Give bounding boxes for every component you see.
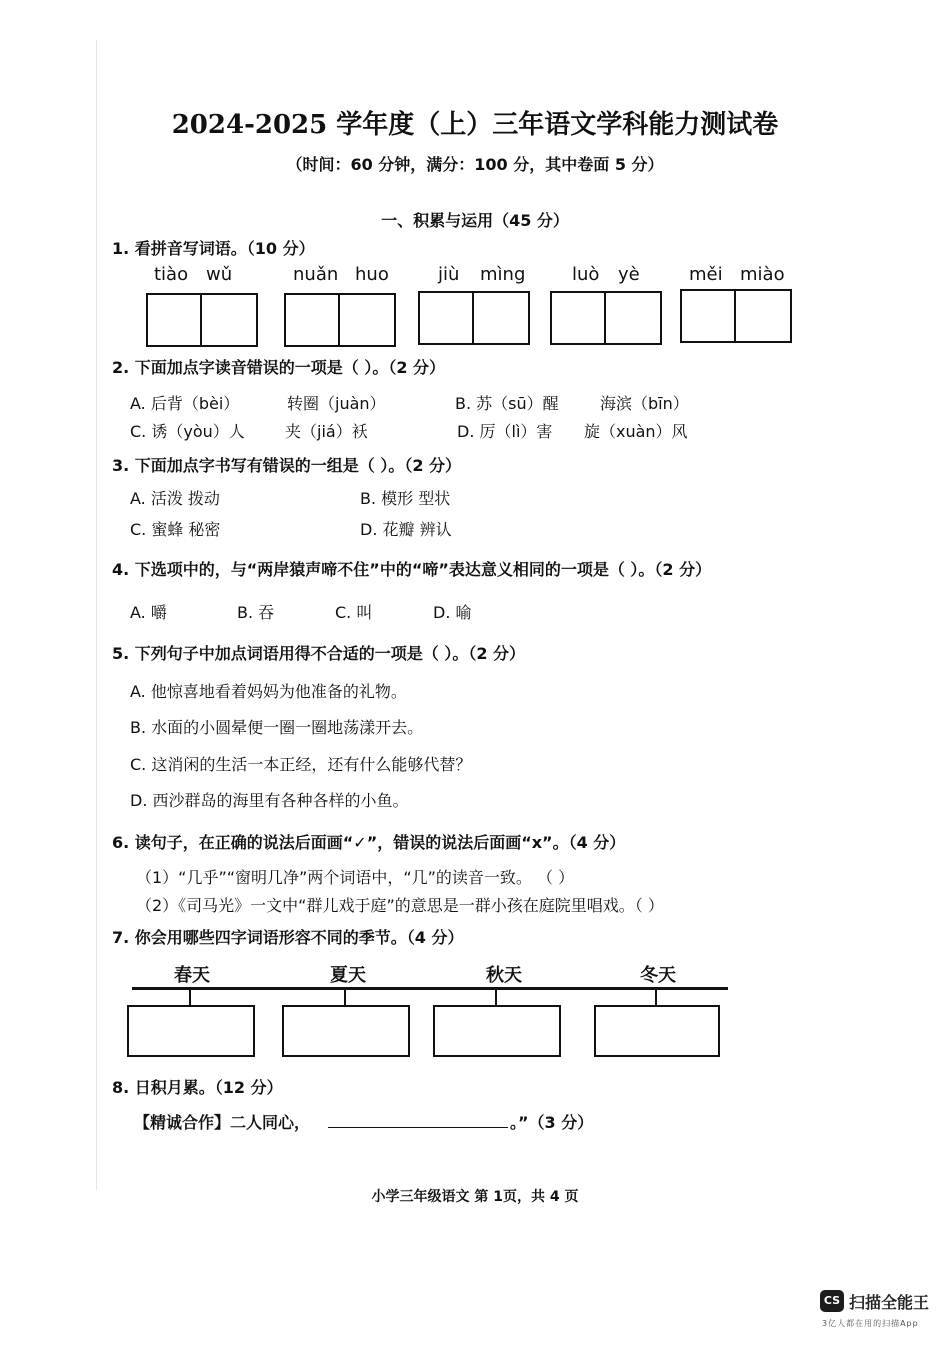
question-2: 2. 下面加点字读音错误的一项是（ ）。（2 分）	[112, 358, 446, 377]
season-timeline	[132, 987, 728, 990]
pinyin-5a: měi	[689, 264, 723, 285]
q2-option-c1: C. 诱（yòu）人	[130, 422, 245, 441]
answer-box-4[interactable]	[550, 291, 662, 345]
pinyin-1b: wǔ	[206, 264, 233, 285]
section-heading: 一、积累与运用（45 分）	[381, 211, 569, 230]
pinyin-1a: tiào	[154, 264, 189, 285]
pinyin-5b: miào	[740, 264, 785, 285]
q4-option-d: D. 喻	[433, 603, 472, 622]
q5-option-a: A. 他惊喜地看着妈妈为他准备的礼物。	[130, 682, 407, 701]
season-autumn: 秋天	[486, 965, 522, 986]
q5-option-b: B. 水面的小圆晕便一圈一圈地荡漾开去。	[130, 718, 424, 737]
q4-option-a: A. 嚼	[130, 603, 167, 622]
question-5: 5. 下列句子中加点词语用得不合适的一项是（ ）。（2 分）	[112, 644, 526, 663]
q5-option-d: D. 西沙群岛的海里有各种各样的小鱼。	[130, 791, 409, 810]
q2-option-d1: D. 厉（lì）害	[457, 422, 553, 441]
q3-option-b: B. 模形 型状	[360, 489, 451, 508]
exam-title: 2024-2025 学年度（上）三年语文学科能力测试卷	[171, 110, 779, 140]
watermark-tagline: 3亿人都在用的扫描App	[822, 1319, 919, 1328]
season-box-spring[interactable]	[127, 1005, 255, 1057]
q2-option-b2: 海滨（bīn）	[600, 394, 689, 413]
pinyin-2b: huo	[355, 264, 389, 285]
q2-option-b1: B. 苏（sū）醒	[455, 394, 559, 413]
answer-box-2[interactable]	[284, 293, 396, 347]
q6-statement-2: （2）《司马光》一文中“群儿戏于庭”的意思是一群小孩在庭院里唱戏。（ ）	[136, 896, 664, 915]
pinyin-3a: jiù	[438, 264, 460, 285]
q2-option-a1: A. 后背（bèi）	[130, 394, 240, 413]
question-7: 7. 你会用哪些四字词语形容不同的季节。（4 分）	[112, 928, 464, 947]
q3-option-c: C. 蜜蜂 秘密	[130, 520, 221, 539]
q8-answer-blank[interactable]	[328, 1127, 508, 1128]
q3-option-a: A. 活泼 拨动	[130, 489, 220, 508]
connector-winter	[655, 989, 657, 1005]
answer-box-1[interactable]	[146, 293, 258, 347]
connector-summer	[344, 989, 346, 1005]
season-box-winter[interactable]	[594, 1005, 720, 1057]
season-spring: 春天	[174, 965, 210, 986]
question-3: 3. 下面加点字书写有错误的一组是（ ）。（2 分）	[112, 456, 462, 475]
connector-autumn	[495, 989, 497, 1005]
page-footer: 小学三年级语文 第 1页，共 4 页	[371, 1189, 579, 1205]
q8-line-suffix: 。”（3 分）	[510, 1113, 594, 1132]
question-4: 4. 下选项中的，与“两岸猿声啼不住”中的“啼”表达意义相同的一项是（ ）。（2 分）	[112, 560, 712, 579]
q6-statement-1: （1）“几乎”“窗明几净”两个词语中，“几”的读音一致。 （ ）	[136, 868, 575, 887]
pinyin-4b: yè	[618, 264, 640, 285]
camscanner-logo-icon: CS	[820, 1290, 844, 1312]
question-6: 6. 读句子，在正确的说法后面画“✓”，错误的说法后面画“x”。（4 分）	[112, 833, 626, 852]
answer-box-3[interactable]	[418, 291, 530, 345]
pinyin-2a: nuǎn	[293, 264, 339, 285]
watermark-app-name: 扫描全能王	[849, 1293, 930, 1312]
pinyin-3b: mìng	[480, 264, 526, 285]
connector-spring	[189, 989, 191, 1005]
q4-option-b: B. 吞	[237, 603, 275, 622]
exam-subtitle: （时间：60 分钟，满分：100 分，其中卷面 5 分）	[286, 155, 664, 174]
q8-line-prefix: 【精诚合作】二人同心，	[134, 1113, 311, 1132]
question-8: 8. 日积月累。（12 分）	[112, 1078, 283, 1097]
season-summer: 夏天	[330, 965, 366, 986]
q5-option-c: C. 这消闲的生活一本正经，还有什么能够代替？	[130, 755, 472, 774]
q2-option-a2: 转圈（juàn）	[287, 394, 386, 413]
season-box-summer[interactable]	[282, 1005, 410, 1057]
q2-option-d2: 旋（xuàn）风	[584, 422, 688, 441]
q2-option-c2: 夹（jiá）袄	[285, 422, 368, 441]
season-box-autumn[interactable]	[433, 1005, 561, 1057]
pinyin-4a: luò	[572, 264, 600, 285]
q4-option-c: C. 叫	[335, 603, 373, 622]
answer-box-5[interactable]	[680, 289, 792, 343]
q3-option-d: D. 花瓣 辨认	[360, 520, 452, 539]
season-winter: 冬天	[640, 965, 676, 986]
question-1: 1. 看拼音写词语。（10 分）	[112, 239, 315, 258]
